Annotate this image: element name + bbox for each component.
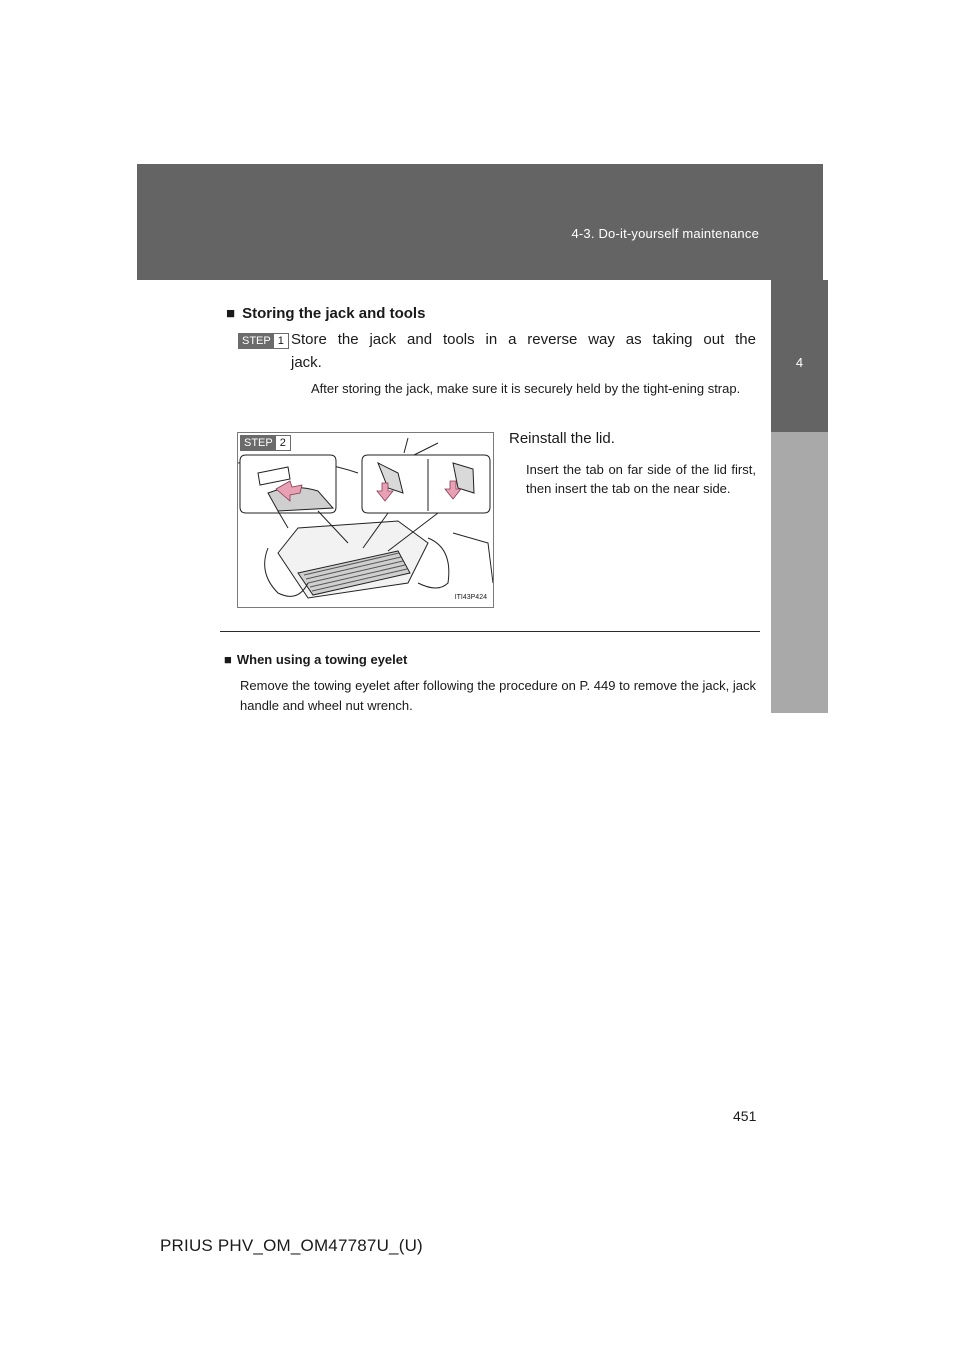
section-divider [220, 631, 760, 632]
side-tab-number-block [771, 280, 828, 432]
heading-text: Storing the jack and tools [242, 305, 426, 322]
note-body: Remove the towing eyelet after following the procedure on P. 449 to remove the jack, jack handle and wheel nut wrench. [240, 678, 756, 713]
heading-square-icon: ■ [226, 305, 236, 322]
chapter-number: 4 [795, 355, 804, 370]
step-1-text-line1: Store the jack and tools in a reverse way as taking out the [291, 331, 756, 348]
note-square-icon: ■ [224, 652, 232, 667]
step-label: STEP [241, 436, 276, 450]
page-number: 451 [733, 1108, 757, 1124]
lid-illustration [237, 432, 494, 608]
section-heading [226, 305, 425, 322]
header-bar [137, 164, 823, 280]
illustration-code: ITI43P424 [454, 594, 487, 601]
note-title-text: When using a towing eyelet [236, 652, 408, 667]
step-2-badge [240, 435, 291, 451]
step-2-text: Reinstall the lid. [509, 430, 615, 447]
step-number: 2 [279, 437, 286, 449]
section-title: 4-3. Do-it-yourself maintenance [571, 226, 759, 241]
step-1-note: After storing the jack, make sure it is securely held by the tight-ening strap. [311, 381, 741, 396]
lid-illustration-drawing [238, 433, 494, 608]
step-label: STEP [239, 334, 274, 348]
side-tab [771, 280, 828, 851]
footer-code: PRIUS PHV_OM_OM47787U_(U) [160, 1236, 423, 1255]
step-1-text-line2: jack. [291, 354, 322, 371]
step-2-note: Insert the tab on far side of the lid first, then insert the tab on the near side. [526, 462, 756, 496]
chapter-label: Maintenance and care [794, 722, 809, 851]
note-title [224, 652, 407, 667]
step-number: 1 [277, 335, 284, 347]
step-1-badge [238, 333, 289, 349]
